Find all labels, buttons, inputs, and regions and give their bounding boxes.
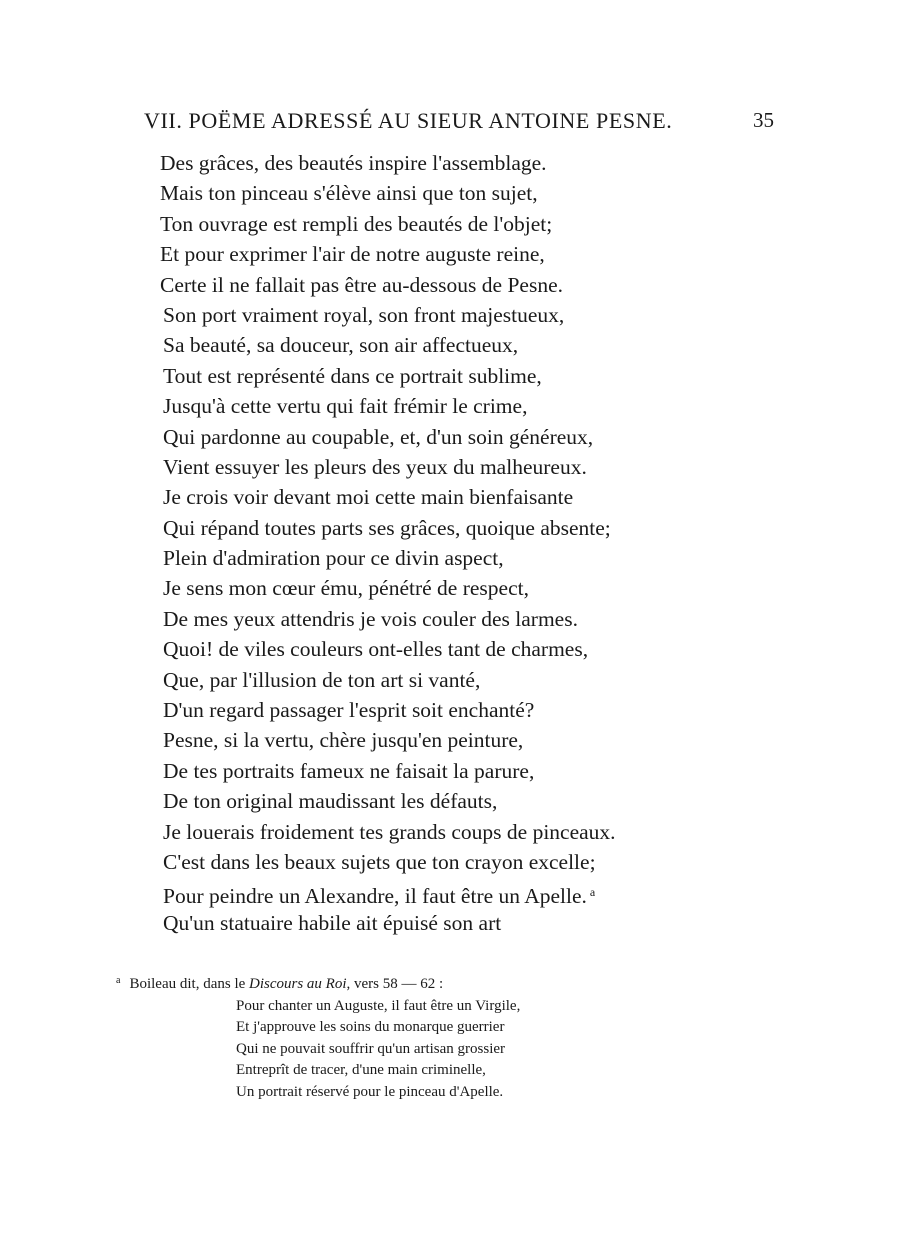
verse-line: Qui pardonne au coupable, et, d'un soin généreux, bbox=[163, 424, 594, 449]
verse-line: Jusqu'à cette vertu qui fait frémir le crime, bbox=[163, 394, 528, 419]
footnote bbox=[116, 970, 676, 1103]
chapter-title: VII. POËME ADRESSÉ AU SIEUR ANTOINE PESNE. bbox=[144, 108, 673, 133]
verse-line: Pesne, si la vertu, chère jusqu'en peinture, bbox=[163, 728, 524, 753]
verse-line: C'est dans les beaux sujets que ton crayon excelle; bbox=[163, 849, 596, 874]
poem-body bbox=[160, 148, 760, 938]
footnote-reference-range: , vers 58 — 62 : bbox=[346, 976, 444, 992]
verse-line: Je louerais froidement tes grands coups de pinceaux. bbox=[163, 819, 616, 844]
verse-line: Certe il ne fallait pas être au-dessous de Pesne. bbox=[160, 272, 563, 297]
verse-line: Qu'un statuaire habile ait épuisé son art bbox=[163, 910, 502, 935]
running-head bbox=[144, 108, 774, 138]
footnote-reference[interactable]: a bbox=[589, 885, 596, 900]
verse-line: Je sens mon cœur ému, pénétré de respect, bbox=[163, 576, 529, 601]
footnote-intro bbox=[116, 970, 676, 996]
verse-line: Tout est représenté dans ce portrait sublime, bbox=[163, 363, 542, 388]
verse-line: Qui répand toutes parts ses grâces, quoique absente; bbox=[163, 515, 611, 540]
verse-line: Quoi! de viles couleurs ont-elles tant de charmes, bbox=[163, 637, 589, 662]
verse-line: Vient essuyer les pleurs des yeux du malheureux. bbox=[163, 454, 587, 479]
verse-line: Je crois voir devant moi cette main bienfaisante bbox=[163, 485, 574, 510]
cited-work-title: Discours au Roi bbox=[249, 976, 347, 992]
verse-line: Ton ouvrage est rempli des beautés de l'objet; bbox=[160, 211, 553, 236]
footnote-marker: a bbox=[116, 975, 121, 986]
verse-line: De mes yeux attendris je vois couler des larmes. bbox=[163, 606, 578, 631]
verse-text: Pour peindre un Alexandre, il faut être un Apelle. bbox=[163, 884, 587, 909]
verse-line: Des grâces, des beautés inspire l'assemblage. bbox=[160, 151, 547, 175]
verse-line: De ton original maudissant les défauts, bbox=[163, 789, 498, 814]
verse-line: D'un regard passager l'esprit soit enchanté? bbox=[163, 698, 535, 723]
footnote-intro-text: Boileau dit, dans le bbox=[129, 976, 246, 992]
verse-line: Que, par l'illusion de ton art si vanté, bbox=[163, 667, 481, 692]
quotation-line: Qui ne pouvait souffrir qu'un artisan grossier bbox=[236, 1040, 506, 1057]
verse-line: Et pour exprimer l'air de notre auguste reine, bbox=[160, 242, 545, 267]
page-number: 35 bbox=[753, 108, 774, 132]
verse-line-with-note bbox=[160, 877, 760, 907]
verse-line: Plein d'admiration pour ce divin aspect, bbox=[163, 546, 504, 571]
verse-line: Sa beauté, sa douceur, son air affectueux, bbox=[163, 333, 519, 358]
quotation-line: Entreprît de tracer, d'une main criminelle, bbox=[236, 1062, 486, 1078]
footnote-quotation bbox=[236, 996, 676, 1104]
verse-line: De tes portraits fameux ne faisait la parure, bbox=[163, 758, 535, 783]
quotation-line: Un portrait réservé pour le pinceau d'Apelle. bbox=[236, 1083, 504, 1100]
verse-line: Mais ton pinceau s'élève ainsi que ton sujet, bbox=[160, 181, 538, 206]
verse-line: Son port vraiment royal, son front majestueux, bbox=[163, 302, 565, 327]
quotation-line: Pour chanter un Auguste, il faut être un Virgile, bbox=[236, 997, 521, 1014]
quotation-line: Et j'approuve les soins du monarque guerrier bbox=[236, 1019, 505, 1035]
